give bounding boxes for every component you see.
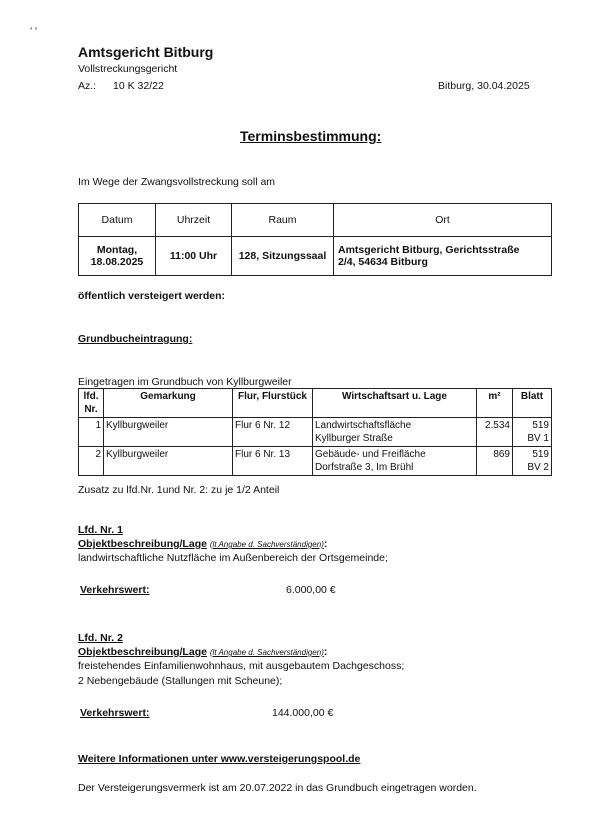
court-name: Amtsgericht Bitburg: [78, 44, 214, 60]
gb-header-lfd: [79, 389, 104, 418]
item2-lfd: Lfd. Nr. 2: [78, 632, 123, 644]
gb-header-flur: Flur, Flurstück: [233, 389, 313, 418]
gb-header-lfd-2: Nr.: [84, 404, 98, 415]
termin-room: 128, Sitzungssaal: [232, 237, 334, 276]
termin-place-line1: Amtsgericht Bitburg, Gerichtsstraße: [338, 244, 520, 256]
gb-header-wirtschaft: Wirtschaftsart u. Lage: [313, 389, 477, 418]
gb-row2-wirtschaft: [313, 447, 477, 476]
versteigert-text: öffentlich versteigert werden:: [78, 290, 226, 302]
termin-date-value: 18.08.2025: [90, 256, 144, 268]
termin-date: [79, 237, 156, 276]
item1-verkehrswert-value: 6.000,00 €: [286, 584, 336, 596]
grundbuch-heading: Grundbucheintragung:: [78, 333, 193, 345]
item2-obj-label: Objektbeschreibung/Lage: [78, 646, 207, 658]
item1-obj-label: Objektbeschreibung/Lage: [78, 538, 207, 550]
gb-header-qm: m²: [477, 389, 513, 418]
scan-mark: ‘ ‘: [30, 26, 38, 37]
grundbuch-table: [78, 388, 552, 476]
weitere-info-link: Weitere Informationen unter www.versteigerungspool.de: [78, 753, 361, 765]
gb-row1-blatt-2: BV 1: [527, 433, 549, 444]
item1-obj-note: (lt Angabe d. Sachverständigen): [209, 540, 324, 549]
gb-row2-blatt: [513, 447, 552, 476]
gb-row1-wirtschaft-1: Landwirtschaftsfläche: [315, 420, 412, 431]
az-label: Az.:: [78, 80, 97, 92]
termin-time: 11:00 Uhr: [156, 237, 232, 276]
gb-header-blatt: Blatt: [513, 389, 552, 418]
item1-desc1: landwirtschaftliche Nutzfläche im Außenbereich der Ortsgemeinde;: [78, 552, 388, 564]
gb-header-lfd-1: lfd.: [83, 391, 99, 402]
az-value: 10 K 32/22: [113, 80, 164, 92]
item2-desc1: freistehendes Einfamilienwohnhaus, mit ausgebautem Dachgeschoss;: [78, 660, 405, 672]
table-row: [79, 447, 552, 476]
footer-text: Der Versteigerungsvermerk ist am 20.07.2022 in das Grundbuch eingetragen worden.: [78, 782, 477, 794]
termin-place-line2: 2/4, 54634 Bitburg: [338, 256, 428, 268]
item2-obj-note: (lt Angabe d. Sachverständigen): [209, 648, 324, 657]
termin-header-raum: Raum: [232, 204, 334, 237]
intro-text: Im Wege der Zwangsvollstreckung soll am: [78, 176, 276, 188]
gb-row2-wirtschaft-2: Dorfstraße 3, Im Brühl: [315, 462, 414, 473]
gb-row1-wirtschaft: [313, 418, 477, 447]
zusatz-text: Zusatz zu lfd.Nr. 1und Nr. 2: zu je 1/2 Anteil: [78, 484, 280, 496]
termin-date-day: Montag,: [96, 244, 138, 256]
termin-header-ort: Ort: [334, 204, 552, 237]
termin-header-datum: Datum: [79, 204, 156, 237]
page-title: Terminsbestimmung:: [240, 128, 382, 144]
gb-header-gemarkung: Gemarkung: [104, 389, 233, 418]
item2-desc2: 2 Nebengebäude (Stallungen mit Scheune);: [78, 675, 283, 687]
item1-obj-colon: :: [323, 538, 328, 550]
termin-header-uhrzeit: Uhrzeit: [156, 204, 232, 237]
gb-row2-qm: 869: [477, 447, 513, 476]
termin-place: [334, 237, 552, 276]
gb-row1-gemarkung: Kyllburgweiler: [104, 418, 233, 447]
item2-verkehrswert-label: Verkehrswert:: [80, 707, 150, 719]
item2-verkehrswert-value: 144.000,00 €: [272, 707, 334, 719]
termin-table: [78, 203, 552, 276]
grundbuch-intro: Eingetragen im Grundbuch von Kyllburgweiler: [78, 376, 292, 388]
gb-row2-wirtschaft-1: Gebäude- und Freifläche: [315, 449, 426, 460]
gb-row1-nr: 1: [79, 418, 104, 447]
item2-obj: [78, 646, 327, 658]
item1-verkehrswert-label: Verkehrswert:: [80, 584, 150, 596]
gb-row1-blatt-1: 519: [532, 420, 549, 431]
gb-row1-blatt: [513, 418, 552, 447]
gb-row2-gemarkung: Kyllburgweiler: [104, 447, 233, 476]
gb-row1-flur: Flur 6 Nr. 12: [233, 418, 313, 447]
gb-row2-nr: 2: [79, 447, 104, 476]
gb-row1-qm: 2.534: [477, 418, 513, 447]
place-date: Bitburg, 30.04.2025: [438, 80, 530, 92]
item1-lfd: Lfd. Nr. 1: [78, 524, 123, 536]
court-division: Vollstreckungsgericht: [78, 63, 178, 75]
table-row: [79, 418, 552, 447]
item2-obj-colon: :: [323, 646, 328, 658]
gb-row1-wirtschaft-2: Kyllburger Straße: [315, 433, 393, 444]
gb-row2-flur: Flur 6 Nr. 13: [233, 447, 313, 476]
gb-row2-blatt-2: BV 2: [527, 462, 549, 473]
item1-obj: [78, 538, 327, 550]
gb-row2-blatt-1: 519: [532, 449, 549, 460]
